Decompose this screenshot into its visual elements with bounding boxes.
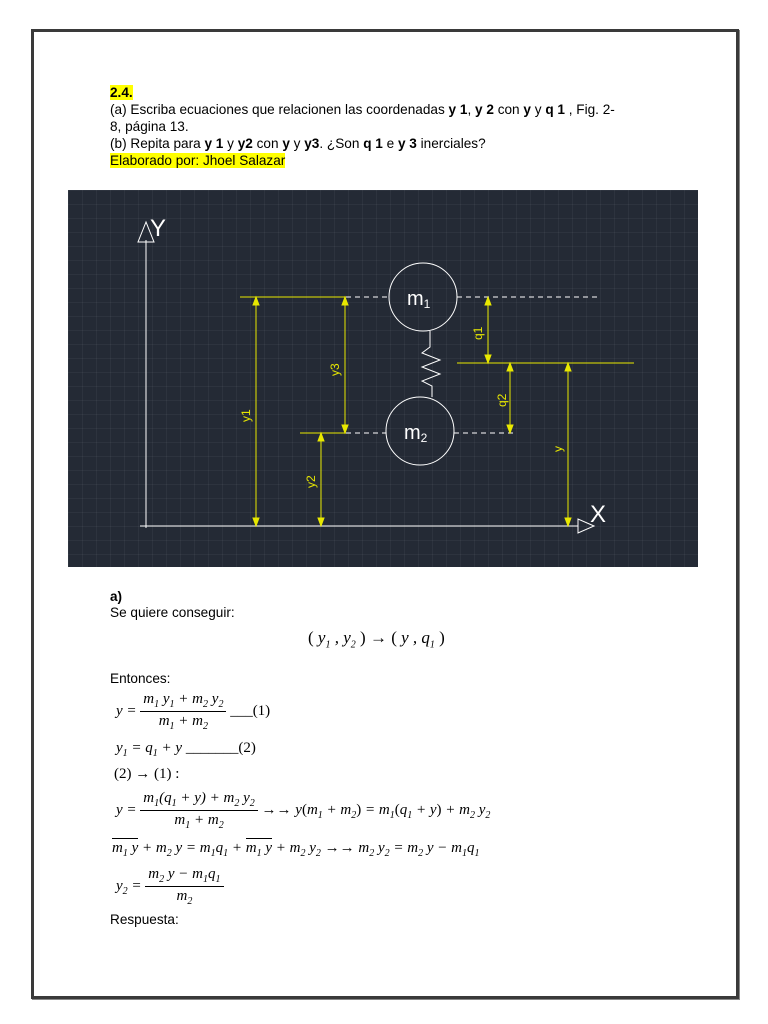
part-a-heading: a) (110, 589, 123, 604)
label-y2: y2 (304, 475, 318, 488)
coordinate-figure (68, 190, 698, 567)
equation-3: y = $\frac{m_1(q_1 + y) + m_2 y_2}{m_1 + m_2}$ →→ $y(m_1 + m_2) = m_1(q_1 + y) + m_2$ $y_2$ (116, 790, 491, 831)
label-q1: q1 (471, 326, 485, 340)
equation-5: $y_2$ = $\frac{m_2 y - m_1q_1}{m_2}$ (116, 866, 224, 907)
y-axis-label: Y (150, 215, 167, 242)
equation-2: $y_1 = q_1 + y$ _______(2) (116, 740, 256, 759)
then-text: Entonces: (110, 671, 171, 686)
label-y3: y3 (328, 363, 342, 376)
problem-statement (110, 84, 670, 169)
label-y: y (551, 446, 565, 452)
goal-equation: ( $y_1$ , $y_2$ ) → ( y , $q_1$ ) (308, 628, 445, 651)
author-credit: Elaborado por: Jhoel Salazar (110, 153, 286, 168)
answer-label: Respuesta: (110, 912, 179, 927)
label-y1: y1 (239, 409, 253, 422)
equation-4: $m_1$ $y + m_2$ $y = m_1q_1 + m_1$ $y + m_2$ $y_2 \to\to m_2$ $y_2 = m_2$ $y - m_1q_1$ (112, 840, 480, 859)
mass-2-label: m2 (404, 422, 428, 445)
label-q2: q2 (495, 393, 509, 407)
spring (422, 331, 440, 397)
question-a: (a) Escriba ecuaciones que relacionen las coordenadas y 1, y 2 con y y q 1 , Fig. 2- (110, 102, 615, 117)
problem-number: 2.4. (110, 85, 133, 100)
substitution-step: (2) → (1) : (114, 766, 180, 782)
intro-text: Se quiere conseguir: (110, 605, 235, 620)
question-b: (b) Repita para y 1 y y2 con y y y3. ¿Son q 1 e y 3 inerciales? (110, 136, 486, 151)
mass-1-label: m1 (407, 288, 431, 311)
equation-1: y = $\frac{m_1 y_1 + m_2 y_2}{m_1 + m_2}$ ___(1) (116, 691, 271, 732)
question-a-continued: 8, página 13. (110, 119, 189, 134)
x-axis-label: X (590, 501, 607, 528)
